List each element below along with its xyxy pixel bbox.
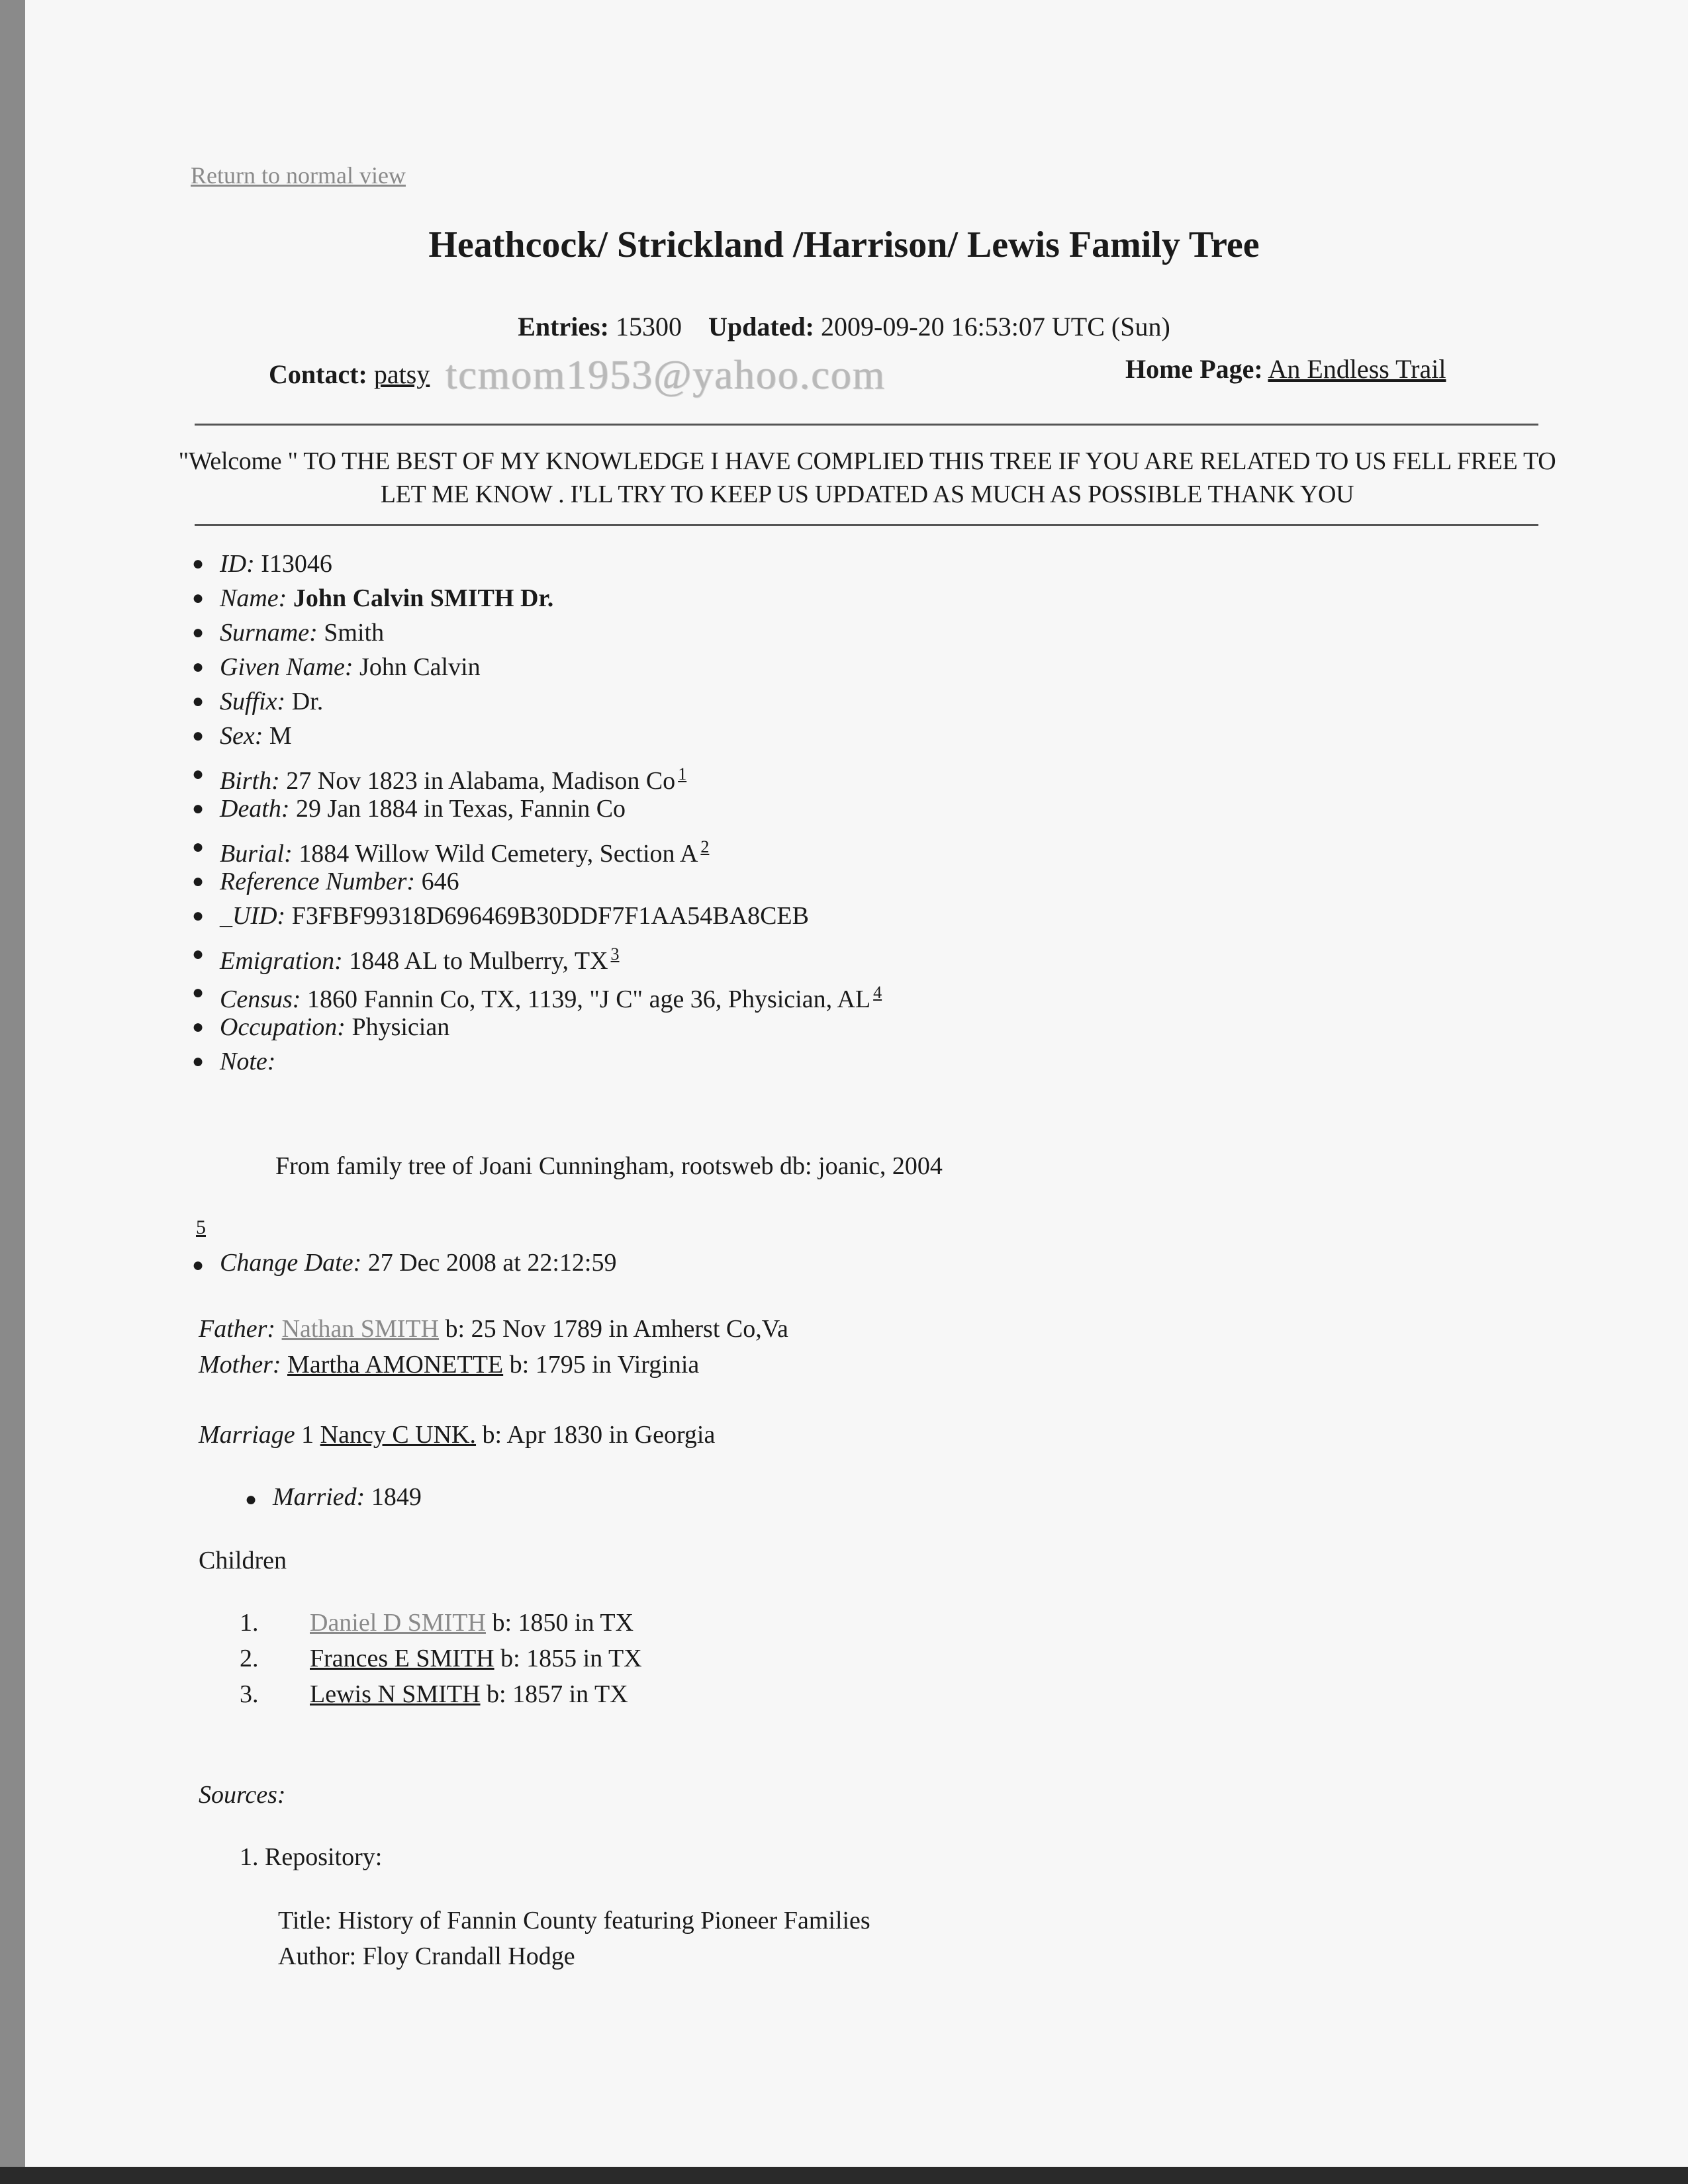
father-row: Father: Nathan SMITH b: 25 Nov 1789 in Amherst Co,Va bbox=[199, 1315, 788, 1343]
return-to-normal-view-link[interactable]: Return to normal view bbox=[191, 162, 406, 189]
fact-surname: ● Surname: Smith bbox=[192, 615, 882, 650]
bullet-icon: ● bbox=[192, 981, 205, 1003]
homepage-link[interactable]: An Endless Trail bbox=[1268, 354, 1446, 384]
bullet-icon: ● bbox=[192, 1050, 205, 1072]
homepage-label: Home Page: bbox=[1125, 354, 1263, 384]
contact-name-link[interactable]: patsy bbox=[373, 359, 430, 389]
source-title: Title: History of Fannin County featuring Pioneer Families bbox=[278, 1907, 870, 1934]
bullet-icon: ● bbox=[192, 690, 205, 712]
married-fact: ● Married: 1849 bbox=[245, 1482, 422, 1512]
fact-change-date: ● Change Date: 27 Dec 2008 at 22:12:59 bbox=[192, 1248, 616, 1277]
header-divider bbox=[195, 424, 1538, 426]
marriage-row: Marriage 1 Nancy C UNK. b: Apr 1830 in Georgia bbox=[199, 1421, 716, 1449]
bullet-icon: ● bbox=[192, 1254, 205, 1276]
fact-reference-number: ● Reference Number: 646 bbox=[192, 864, 882, 899]
child-item: 3. Lewis N SMITH b: 1857 in TX bbox=[240, 1680, 628, 1708]
fact-uid: ● _UID: F3FBF99318D696469B30DDF7F1AA54BA8CEB bbox=[192, 899, 882, 933]
emigration-source-ref-link[interactable]: 3 bbox=[610, 944, 620, 964]
fact-birth: ● Birth: 27 Nov 1823 in Alabama, Madison Co $^1$ bbox=[192, 757, 882, 792]
note-text: From family tree of Joani Cunningham, rootsweb db: joanic, 2004 bbox=[275, 1152, 943, 1180]
bullet-icon: ● bbox=[192, 621, 205, 643]
welcome-divider bbox=[195, 524, 1538, 526]
source-item: 1. Repository: bbox=[240, 1843, 383, 1871]
bullet-icon: ● bbox=[192, 656, 205, 678]
birth-source-ref-link[interactable]: 1 bbox=[678, 764, 687, 784]
fact-sex: ● Sex: M bbox=[192, 719, 882, 753]
bullet-icon: ● bbox=[192, 870, 205, 892]
fact-note: ● Note: bbox=[192, 1044, 882, 1079]
contact-row bbox=[269, 352, 886, 399]
census-source-ref-link[interactable]: 4 bbox=[873, 983, 882, 1002]
sources-heading: Sources: bbox=[199, 1781, 286, 1809]
bullet-icon: ● bbox=[192, 553, 205, 574]
entries-label: Entries: bbox=[518, 312, 609, 341]
fact-death: ● Death: 29 Jan 1884 in Texas, Fannin Co bbox=[192, 792, 882, 826]
mother-link[interactable]: Martha AMONETTE bbox=[287, 1351, 504, 1379]
bullet-icon: ● bbox=[192, 763, 205, 785]
person-facts-list bbox=[192, 547, 882, 1079]
child-item: 1. Daniel D SMITH b: 1850 in TX bbox=[240, 1609, 634, 1637]
fact-suffix: ● Suffix: Dr. bbox=[192, 684, 882, 719]
entries-value: 15300 bbox=[615, 312, 682, 341]
child-link-frances[interactable]: Frances E SMITH bbox=[310, 1645, 494, 1672]
fact-occupation: ● Occupation: Physician bbox=[192, 1010, 882, 1044]
homepage-row bbox=[1125, 353, 1446, 385]
child-link-lewis[interactable]: Lewis N SMITH bbox=[310, 1680, 481, 1708]
note-source-ref-link[interactable]: 5 bbox=[196, 1216, 206, 1238]
bullet-icon: ● bbox=[245, 1488, 258, 1510]
updated-label: Updated: bbox=[708, 312, 815, 341]
mother-row: Mother: Martha AMONETTE b: 1795 in Virginia bbox=[199, 1351, 700, 1379]
bullet-icon: ● bbox=[192, 797, 205, 819]
bullet-icon: ● bbox=[192, 725, 205, 747]
updated-value: 2009-09-20 16:53:07 UTC (Sun) bbox=[821, 312, 1170, 341]
bullet-icon: ● bbox=[192, 1016, 205, 1038]
fact-given-name: ● Given Name: John Calvin bbox=[192, 650, 882, 684]
bullet-icon: ● bbox=[192, 943, 205, 965]
welcome-message: "Welcome " TO THE BEST OF MY KNOWLEDGE I HAVE COMPLIED THIS TREE IF YOU ARE RELATED TO US FELL FREE TO LET ME KNOW . I'LL TRY TO KEEP US UPDATED AS MUCH AS POSSIBLE THANK YOU bbox=[178, 447, 1556, 508]
child-item: 2. Frances E SMITH b: 1855 in TX bbox=[240, 1645, 642, 1672]
fact-name: ● Name: John Calvin SMITH Dr. bbox=[192, 581, 882, 615]
burial-source-ref-link[interactable]: 2 bbox=[700, 837, 710, 856]
bullet-icon: ● bbox=[192, 905, 205, 927]
fact-id: ● ID: I13046 bbox=[192, 547, 882, 581]
child-link-daniel[interactable]: Daniel D SMITH bbox=[310, 1609, 486, 1637]
fact-emigration: ● Emigration: 1848 AL to Mulberry, TX $^3$ bbox=[192, 937, 882, 972]
spouse-link[interactable]: Nancy C UNK. bbox=[320, 1421, 477, 1449]
bullet-icon: ● bbox=[192, 587, 205, 609]
father-link[interactable]: Nathan SMITH bbox=[281, 1315, 440, 1343]
fact-burial: ● Burial: 1884 Willow Wild Cemetery, Section A $^2$ bbox=[192, 830, 882, 864]
children-heading: Children bbox=[199, 1547, 287, 1574]
scan-bottom-edge bbox=[0, 2167, 1688, 2184]
bullet-icon: ● bbox=[192, 836, 205, 858]
source-author: Author: Floy Crandall Hodge bbox=[278, 1942, 575, 1970]
contact-email-image: tcmom1953@yahoo.com bbox=[445, 353, 886, 398]
tree-meta bbox=[0, 311, 1688, 342]
page-title: Heathcock/ Strickland /Harrison/ Lewis Family Tree bbox=[428, 224, 1260, 265]
contact-label: Contact: bbox=[269, 359, 367, 389]
fact-census: ● Census: 1860 Fannin Co, TX, 1139, "J C" age 36, Physician, AL $^4$ bbox=[192, 976, 882, 1010]
